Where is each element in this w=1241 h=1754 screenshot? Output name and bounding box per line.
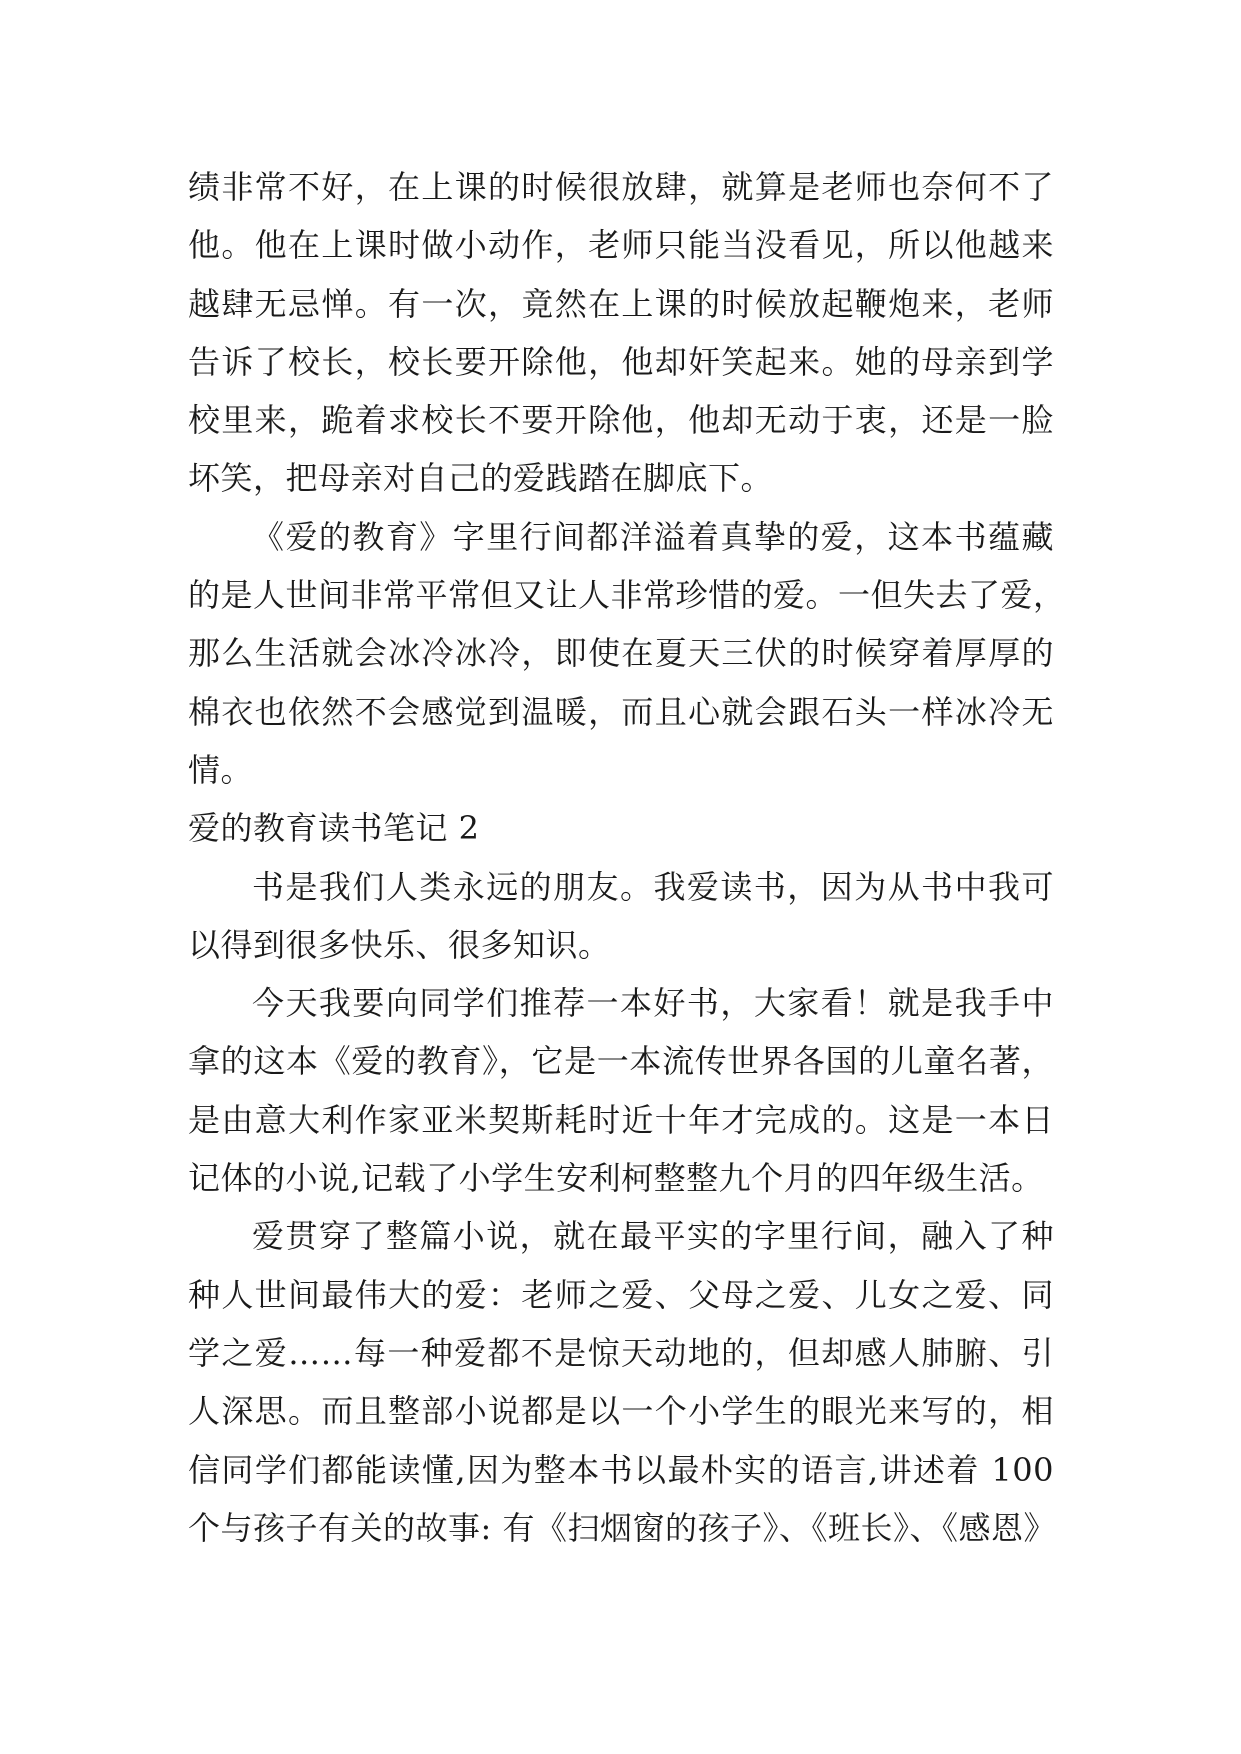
paragraph-first-line: 今天我要向同学们推荐一本好书，大家看！就是我手中 xyxy=(252,984,1054,1023)
text-line: 他。他在上课时做小动作，老师只能当没看见，所以他越来 xyxy=(188,226,1054,265)
document-body xyxy=(188,158,1066,1557)
text-line: 越肆无忌惮。有一次，竟然在上课的时候放起鞭炮来，老师 xyxy=(188,284,1054,323)
text-line: 记体的小说,记载了小学生安利柯整整九个月的四年级生活。 xyxy=(188,1159,1044,1198)
text-line: 以得到很多快乐、很多知识。 xyxy=(188,925,611,964)
text-line: 棉衣也依然不会感觉到温暖，而且心就会跟石头一样冰冷无 xyxy=(188,692,1054,731)
paragraph-first-line: 《爱的教育》字里行间都洋溢着真挚的爱，这本书蕴藏 xyxy=(252,517,1054,556)
text-line: 坏笑，把母亲对自己的爱践踏在脚底下。 xyxy=(188,459,774,498)
text-line: 信同学们都能读懂,因为整本书以最朴实的语言,讲述着 100 xyxy=(188,1450,1054,1489)
text-line: 告诉了校长，校长要开除他，他却奸笑起来。她的母亲到学 xyxy=(188,342,1054,381)
text-line: 拿的这本《爱的教育》，它是一本流传世界各国的儿童名著， xyxy=(188,1042,1054,1081)
text-line: 是由意大利作家亚米契斯耗时近十年才完成的。这是一本日 xyxy=(188,1100,1054,1139)
section-heading: 爱的教育读书笔记 2 xyxy=(188,809,480,848)
text-line: 的是人世间非常平常但又让人非常珍惜的爱。一但失去了爱， xyxy=(188,576,1066,615)
text-line: 人深思。而且整部小说都是以一个小学生的眼光来写的，相 xyxy=(188,1392,1054,1431)
text-line: 种人世间最伟大的爱：老师之爱、父母之爱、儿女之爱、同 xyxy=(188,1275,1054,1314)
text-line: 学之爱……每一种爱都不是惊天动地的，但却感人肺腑、引 xyxy=(188,1333,1054,1372)
text-line: 情。 xyxy=(188,750,254,789)
text-line: 那么生活就会冰冷冰冷，即使在夏天三伏的时候穿着厚厚的 xyxy=(188,634,1054,673)
text-line: 校里来，跪着求校长不要开除他，他却无动于衷，还是一脸 xyxy=(188,401,1054,440)
text-line: 绩非常不好，在上课的时候很放肆，就算是老师也奈何不了 xyxy=(188,168,1054,206)
paragraph-first-line: 书是我们人类永远的朋友。我爱读书，因为从书中我可 xyxy=(252,867,1054,906)
text-line: 个与孩子有关的故事: 有《扫烟窗的孩子》、《班长》、《感恩》 xyxy=(188,1508,1056,1547)
paragraph-first-line: 爱贯穿了整篇小说，就在最平实的字里行间，融入了种 xyxy=(252,1217,1054,1256)
